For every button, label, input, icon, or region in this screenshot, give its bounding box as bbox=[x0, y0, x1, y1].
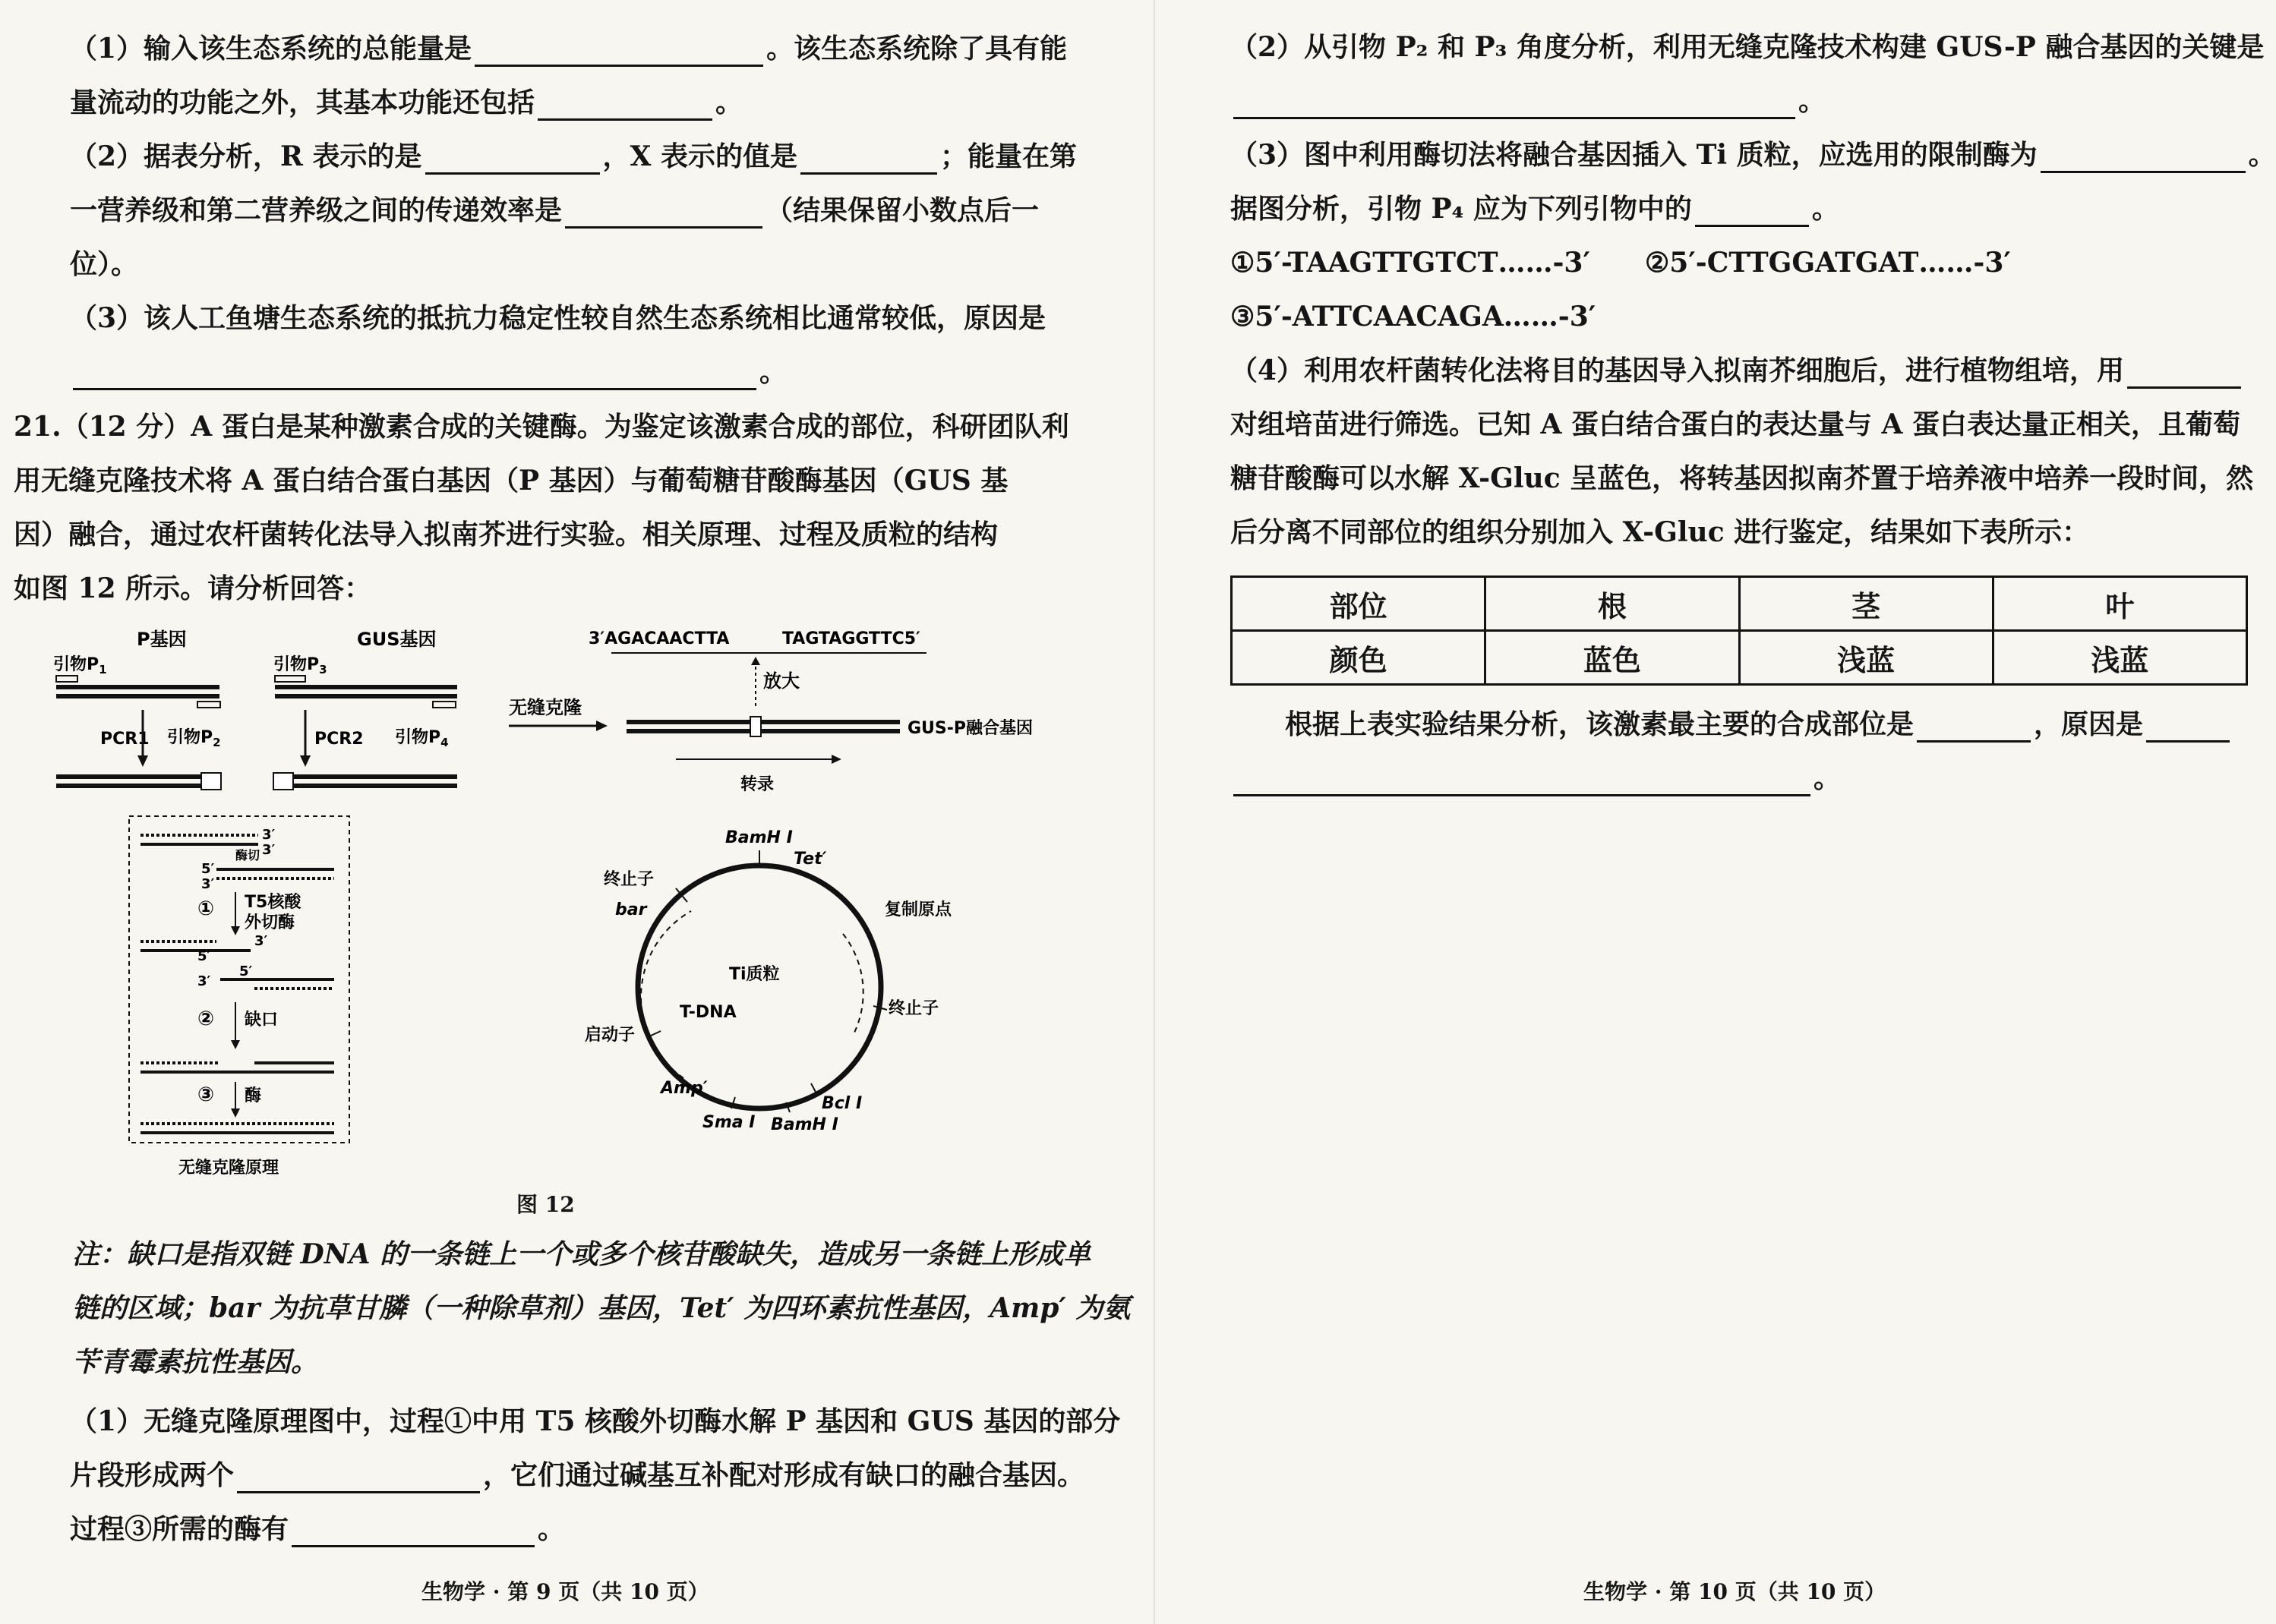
answer-blank[interactable] bbox=[2146, 710, 2230, 743]
fusion-gene-bottom-strand bbox=[627, 729, 900, 733]
text-line bbox=[70, 300, 1046, 336]
label-bar: bar bbox=[615, 900, 647, 919]
line-text: ；能量在第 bbox=[939, 140, 1077, 172]
text-line: 注：缺口是指双链 DNA 的一条链上一个或多个核苷酸缺失，造成另一条链上形成单 bbox=[72, 1238, 1091, 1270]
line-text: 。 bbox=[1798, 85, 1826, 117]
label-fusion-gene: GUS-P融合基因 bbox=[908, 719, 1034, 738]
label-pcr1: PCR1 bbox=[100, 730, 150, 749]
p-gene-top-strand bbox=[56, 685, 219, 689]
arrow-seamless-head bbox=[596, 721, 608, 731]
label-gus-gene: GUS基因 bbox=[357, 629, 437, 650]
label-enlarge: 放大 bbox=[763, 670, 800, 692]
table-cell: 浅蓝 bbox=[1739, 631, 1993, 685]
text-line bbox=[1230, 706, 2233, 743]
text-line bbox=[1230, 352, 2244, 389]
arrow-enlarge-head bbox=[751, 657, 760, 665]
text-line: 因）融合，通过农杆菌转化法导入拟南芥进行实验。相关原理、过程及质粒的结构 bbox=[14, 519, 999, 550]
line-text: （4）利用农杆菌转化法将目的基因导入拟南芥细胞后，进行植物组培，用 bbox=[1230, 355, 2125, 386]
primer-p2-mark bbox=[197, 702, 220, 708]
text-line bbox=[70, 1511, 565, 1547]
label-promoter: 启动子 bbox=[585, 1026, 636, 1045]
text-line bbox=[70, 138, 1077, 175]
label-primer-p3: 引物$P_3$ bbox=[273, 655, 327, 676]
label-transcription: 转录 bbox=[740, 775, 775, 794]
line-text: （1）输入该生态系统的总能量是 bbox=[70, 33, 472, 65]
label-5prime-a: 5′ bbox=[201, 861, 215, 877]
table-row bbox=[1232, 631, 2247, 685]
line-text: 据图分析，引物 P₄ 应为下列引物中的 bbox=[1230, 193, 1692, 225]
line-text: 一营养级和第二营养级之间的传递效率是 bbox=[70, 194, 563, 226]
line-text: 对组培苗进行筛选。已知 A 蛋白结合蛋白的表达量与 A 蛋白表达量正相关，且葡萄 bbox=[1230, 408, 2240, 440]
label-seq-left: 3′AGACAACTTA bbox=[589, 629, 730, 648]
pcr2-product-top bbox=[275, 774, 457, 779]
arrow-step2-head bbox=[231, 1040, 240, 1049]
line-text: 。该生态系统除了具有能 bbox=[766, 33, 1068, 65]
primer-p4-mark bbox=[433, 702, 456, 708]
label-5prime-b: 5′ bbox=[197, 948, 211, 964]
page-divider bbox=[1154, 0, 1155, 1624]
text-line bbox=[70, 246, 138, 282]
answer-blank[interactable] bbox=[475, 34, 763, 67]
label-t5: T5核酸 bbox=[245, 893, 301, 912]
line-text: 。 bbox=[538, 1513, 566, 1545]
label-gap: 缺口 bbox=[245, 1011, 279, 1030]
line-text: ③5′-ATTCAACAGA……-3′ bbox=[1230, 301, 1596, 333]
table-header-cell: 根 bbox=[1485, 577, 1739, 631]
text-line bbox=[70, 192, 1039, 229]
text-line bbox=[1230, 514, 2089, 550]
text-line bbox=[70, 1457, 1084, 1493]
gus-gene-top-strand bbox=[275, 685, 457, 689]
label-primer-p4: 引物$P_4$ bbox=[395, 728, 449, 749]
line-text: 量流动的功能之外，其基本功能还包括 bbox=[70, 87, 535, 118]
table-cell: 浅蓝 bbox=[1993, 631, 2246, 685]
line-text: （2）从引物 P₂ 和 P₃ 角度分析，利用无缝克隆技术构建 GUS-P 融合基因的关键是 bbox=[1230, 31, 2265, 63]
line-text: 糖苷酸酶可以水解 X-Gluc 呈蓝色，将转基因拟南芥置于培养液中培养一段时间，然 bbox=[1230, 462, 2254, 494]
line-text: 过程③所需的酶有 bbox=[70, 1513, 289, 1545]
line-text: 。 bbox=[2248, 139, 2276, 171]
label-enzyme: 酶 bbox=[245, 1086, 262, 1105]
page-footer-right: 生物学 · 第 10 页（共 10 页） bbox=[1583, 1579, 1886, 1604]
text-line: 用无缝克隆技术将 A 蛋白结合蛋白基因（P 基因）与葡萄糖苷酸酶基因（GUS 基 bbox=[14, 465, 1009, 497]
pcr2-product-cap bbox=[273, 773, 293, 790]
arrow-pcr2-head bbox=[300, 755, 311, 767]
text-line bbox=[70, 354, 787, 390]
table-header-cell: 部位 bbox=[1232, 577, 1485, 631]
text-line bbox=[1230, 137, 2276, 173]
line-text: （2）据表分析，R 表示的是 bbox=[70, 140, 422, 172]
label-tdna: T-DNA bbox=[680, 1003, 737, 1022]
answer-blank[interactable] bbox=[1695, 194, 1809, 227]
label-seq-right: TAGTAGGTTC5′ bbox=[782, 629, 920, 648]
pcr2-product-bottom bbox=[275, 784, 457, 788]
line-text: 。 bbox=[715, 87, 743, 118]
line-text: 。 bbox=[759, 356, 788, 388]
label-5prime-c: 5′ bbox=[239, 963, 253, 979]
fusion-gene-top-strand bbox=[627, 720, 900, 724]
label-primer-p1: 引物$P_1$ bbox=[53, 655, 107, 676]
answer-blank[interactable] bbox=[1233, 87, 1795, 119]
label-bamh1-bottom: BamH Ⅰ bbox=[771, 1115, 838, 1134]
answer-blank[interactable] bbox=[73, 358, 756, 390]
figure-caption: 图 12 bbox=[516, 1192, 575, 1217]
page-10 bbox=[1170, 0, 2276, 1624]
label-seamless: 无缝克隆 bbox=[509, 697, 582, 718]
text-line bbox=[1230, 191, 1839, 227]
text-line bbox=[1230, 406, 2240, 443]
figure-12-diagram bbox=[53, 623, 1101, 1222]
line-text: （3）图中利用酶切法将融合基因插入 Ti 质粒，应选用的限制酶为 bbox=[1230, 139, 2038, 171]
pcr1-product-top bbox=[56, 774, 219, 779]
label-step3: ③ bbox=[197, 1083, 215, 1106]
label-ti: Ti质粒 bbox=[729, 965, 780, 984]
table-header-cell: 叶 bbox=[1993, 577, 2246, 631]
text-line bbox=[1230, 460, 2253, 497]
line-text: 位）。 bbox=[70, 248, 139, 280]
fusion-junction bbox=[750, 717, 761, 736]
table-cell: 蓝色 bbox=[1485, 631, 1739, 685]
t-dna-arc-2 bbox=[843, 934, 863, 1033]
label-terminator-1: 终止子 bbox=[604, 870, 655, 889]
line-text: ，它们通过碱基互补配对形成有缺口的融合基因。 bbox=[483, 1459, 1085, 1491]
label-sma1: Sma Ⅰ bbox=[702, 1113, 756, 1132]
answer-blank[interactable] bbox=[2127, 356, 2241, 389]
text-line bbox=[1230, 83, 1826, 119]
text-line bbox=[1230, 298, 1596, 335]
p-gene-bottom-strand bbox=[56, 694, 219, 698]
text-line: 链的区域；bar 为抗草甘膦（一种除草剂）基因，Tet′ 为四环素抗性基因，Amp′ 为氨 bbox=[72, 1292, 1131, 1324]
principle-strands bbox=[140, 835, 334, 1133]
answer-blank[interactable] bbox=[565, 196, 762, 229]
line-text: （3）该人工鱼塘生态系统的抵抗力稳定性较自然生态系统相比通常较低，原因是 bbox=[70, 302, 1046, 334]
arrow-pcr1-head bbox=[137, 755, 148, 767]
text-line: 21.（12 分）A 蛋白是某种激素合成的关键酶。为鉴定该激素合成的部位，科研团队利 bbox=[14, 411, 1069, 443]
label-bcl1: Bcl Ⅰ bbox=[822, 1094, 863, 1113]
label-3prime-e: 3′ bbox=[197, 973, 211, 989]
label-tet: Tet′ bbox=[794, 850, 827, 869]
primer-p1-mark bbox=[56, 676, 77, 682]
arrow-step3-head bbox=[231, 1108, 240, 1118]
label-bamh1-top: BamH Ⅰ bbox=[725, 828, 793, 847]
arrow-step1-head bbox=[231, 926, 240, 935]
line-text: ，X 表示的值是 bbox=[602, 140, 797, 172]
label-enzyme-cut: 酶切 bbox=[235, 848, 260, 862]
answer-blank[interactable] bbox=[1233, 764, 1810, 796]
text-line bbox=[70, 30, 1067, 67]
label-step1: ① bbox=[197, 897, 215, 920]
answer-blank[interactable] bbox=[292, 1515, 535, 1547]
answer-blank[interactable] bbox=[538, 88, 712, 121]
label-terminator-2: 终止子 bbox=[889, 999, 939, 1018]
tick-promoter bbox=[649, 1031, 661, 1036]
line-text: 。 bbox=[1814, 762, 1842, 794]
label-3prime-c: 3′ bbox=[201, 876, 215, 892]
text-line bbox=[1230, 29, 2264, 65]
table-header-cell: 茎 bbox=[1739, 577, 1993, 631]
line-text: 片段形成两个 bbox=[70, 1459, 235, 1491]
label-3prime-b: 3′ bbox=[262, 842, 276, 858]
label-3prime-a: 3′ bbox=[262, 827, 276, 843]
label-amp: Amp′ bbox=[661, 1079, 708, 1098]
answer-blank[interactable] bbox=[800, 142, 937, 175]
page-footer-left: 生物学 · 第 9 页（共 10 页） bbox=[421, 1579, 709, 1604]
label-primer-p2: 引物$P_2$ bbox=[167, 728, 221, 749]
ti-plasmid-circle bbox=[638, 866, 881, 1108]
label-step2: ② bbox=[197, 1008, 215, 1030]
label-3prime-d: 3′ bbox=[254, 933, 268, 949]
line-text: ，原因是 bbox=[2034, 708, 2144, 740]
text-line: 苄青霉素抗性基因。 bbox=[72, 1346, 319, 1378]
answer-blank[interactable] bbox=[2041, 140, 2246, 173]
line-text: 根据上表实验结果分析，该激素最主要的合成部位是 bbox=[1230, 708, 1915, 740]
label-p-gene: P基因 bbox=[137, 629, 187, 650]
tick-bcl1 bbox=[811, 1083, 816, 1093]
pcr1-product-bottom bbox=[56, 784, 219, 788]
line-text: 后分离不同部位的组织分别加入 X-Gluc 进行鉴定，结果如下表所示： bbox=[1230, 516, 2090, 548]
label-principle: 无缝克隆原理 bbox=[178, 1159, 279, 1178]
text-line bbox=[1230, 760, 1841, 796]
text-line: 如图 12 所示。请分析回答： bbox=[14, 572, 372, 604]
label-exo: 外切酶 bbox=[245, 913, 295, 932]
text-line bbox=[70, 84, 743, 121]
answer-blank[interactable] bbox=[1917, 710, 2031, 743]
answer-blank[interactable] bbox=[237, 1461, 480, 1493]
gus-gene-bottom-strand bbox=[275, 694, 457, 698]
line-text: 。 bbox=[1811, 193, 1839, 225]
line-text: （结果保留小数点后一 bbox=[766, 194, 1040, 226]
arrow-transcription-head bbox=[832, 755, 841, 764]
line-text: ①5′-TAAGTTGTCT……-3′ ②5′-CTTGGATGAT……-3′ bbox=[1230, 247, 2011, 279]
label-pcr2: PCR2 bbox=[314, 730, 364, 749]
answer-blank[interactable] bbox=[425, 142, 600, 175]
result-table bbox=[1230, 575, 2248, 686]
text-line bbox=[1230, 244, 2011, 281]
table-cell: 颜色 bbox=[1232, 631, 1485, 685]
text-line bbox=[70, 1403, 1120, 1440]
primer-p3-mark bbox=[275, 676, 305, 682]
table-header-row bbox=[1232, 577, 2247, 631]
pcr1-product-cap bbox=[201, 773, 221, 790]
label-ori: 复制原点 bbox=[885, 900, 952, 919]
line-text: （1）无缝克隆原理图中，过程①中用 T5 核酸外切酶水解 P 基因和 GUS 基因的部分 bbox=[70, 1405, 1121, 1437]
